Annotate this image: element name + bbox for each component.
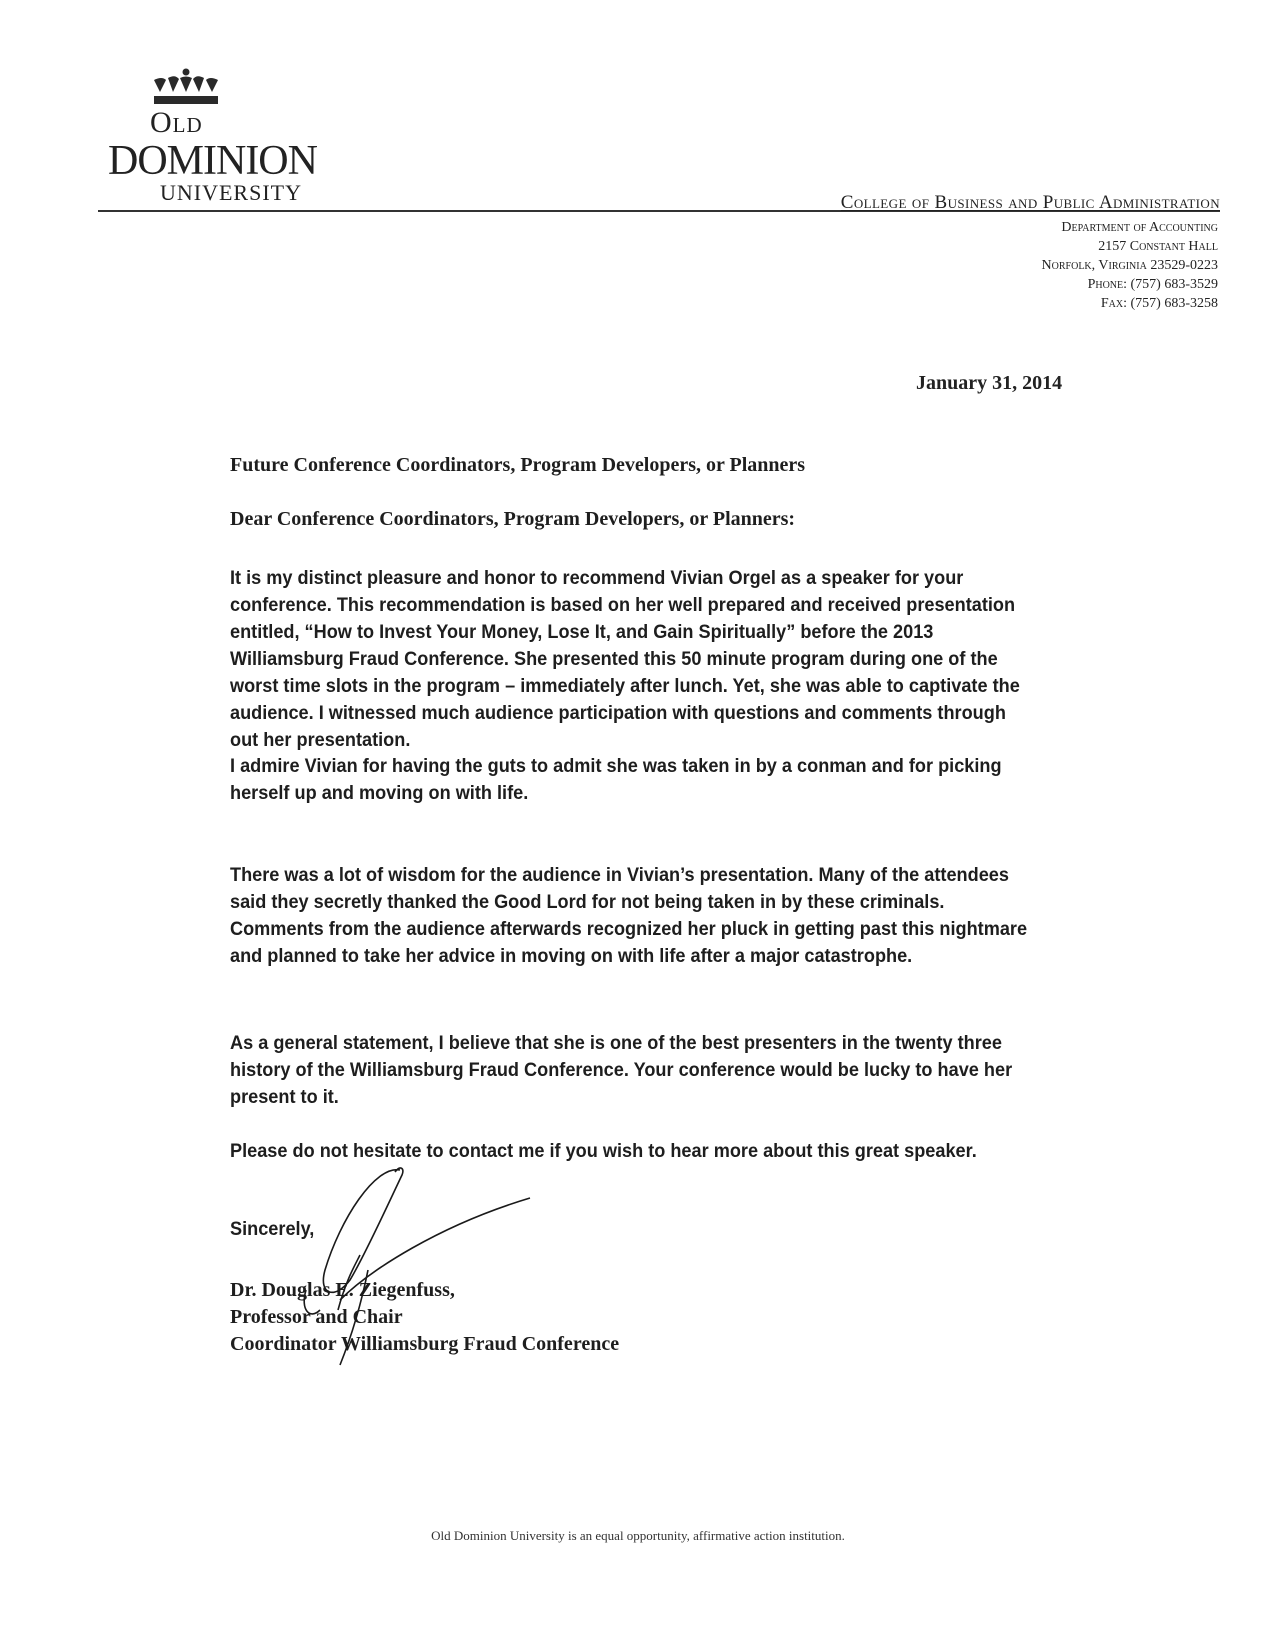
address-line-department: Department of Accounting: [1061, 220, 1218, 235]
address-line-street: 2157 Constant Hall: [1098, 239, 1218, 254]
paragraph-contact: Please do not hesitate to contact me if you wish to hear more about this great speaker.: [230, 1140, 977, 1162]
logo-text-old: Old: [150, 106, 203, 139]
paragraph-wisdom: There was a lot of wisdom for the audience in Vivian’s presentation. Many of the attendees said they secretly thanked the Good Lord for not being taken in by these criminals. Comments from the audience afterwards recognized her pluck in getting past this nightmare and planned to take her advice in moving on with life after a major catastrophe.: [230, 864, 1028, 967]
closing: Sincerely,: [230, 1218, 315, 1240]
address-line-fax: Fax: (757) 683-3258: [1100, 296, 1218, 311]
college-name: College of Business and Public Administration: [840, 192, 1220, 213]
department-address: [1042, 218, 1218, 313]
letter-date: January 31, 2014: [916, 372, 1063, 394]
signer-role: Coordinator Williamsburg Fraud Conference: [230, 1333, 620, 1355]
crown-icon: [150, 68, 222, 108]
address-line-phone: Phone: (757) 683-3529: [1087, 277, 1218, 292]
paragraph-recommendation: It is my distinct pleasure and honor to recommend Vivian Orgel as a speaker for your conference. This recommendation is based on her well prepared and received presentation entitled, “How to Invest Your Money, Lose It, and Gain Spiritually” before the 2013 Williamsburg Fraud Conference. She presented this 50 minute program during one of the worst time slots in the program – immediately after lunch. Yet, she was able to captivate the audience. I witnessed much audience participation with questions and comments through out her presentation.: [230, 567, 1020, 751]
signer-name: Dr. Douglas E. Ziegenfuss,: [230, 1279, 455, 1301]
handwritten-signature: [280, 1160, 540, 1370]
logo-text-university: UNIVERSITY: [160, 180, 302, 205]
footer-eeo-statement: Old Dominion University is an equal opportunity, affirmative action institution.: [431, 1528, 845, 1543]
address-line-city: Norfolk, Virginia 23529-0223: [1041, 258, 1218, 273]
signer-title: Professor and Chair: [230, 1306, 403, 1328]
paragraph-general-statement: As a general statement, I believe that she is one of the best presenters in the twenty three history of the Williamsburg Fraud Conference. Your conference would be lucky to have her present to it.: [230, 1032, 1013, 1108]
recipient-line: Future Conference Coordinators, Program Developers, or Planners: [230, 454, 806, 476]
paragraph-admiration: I admire Vivian for having the guts to admit she was taken in by a conman and for picking herself up and moving on with life.: [230, 755, 1002, 804]
salutation: Dear Conference Coordinators, Program Developers, or Planners:: [230, 508, 796, 530]
logo-text-dominion: DOMINION: [108, 138, 317, 184]
